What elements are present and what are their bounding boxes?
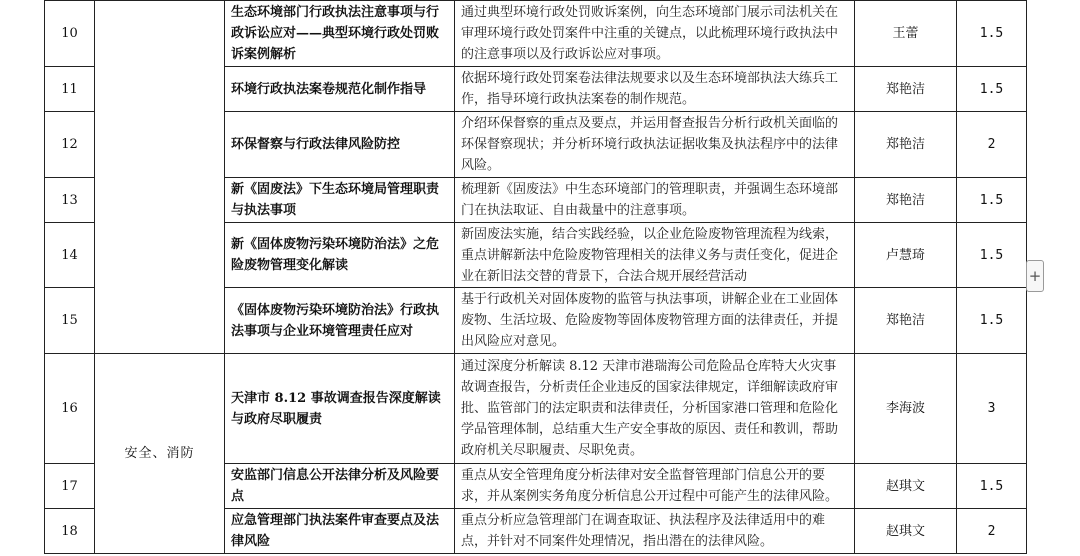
row-number: 12 [45,112,95,178]
course-title: 《固体废物污染环境防治法》行政执法事项与企业环境管理责任应对 [225,288,455,354]
hours: 1.5 [957,288,1027,354]
add-row-button[interactable] [1026,260,1044,292]
course-title: 天津市 8.12 事故调查报告深度解读与政府尽职履责 [225,354,455,464]
course-title: 安监部门信息公开法律分析及风险要点 [225,464,455,509]
hours: 1.5 [957,178,1027,223]
lecturer: 郑艳洁 [855,67,957,112]
lecturer: 赵琪文 [855,464,957,509]
course-description: 新固废法实施，结合实践经验，以企业危险废物管理流程为线索，重点讲解新法中危险废物管理相关的法律义务与责任变化，促进企业在新旧法交替的背景下，合法合规开展经营活动 [455,223,855,288]
plus-icon: + [1028,267,1042,285]
course-description: 依据环境行政处罚案卷法律法规要求以及生态环境部执法大练兵工作，指导环境行政执法案卷的制作规范。 [455,67,855,112]
lecturer: 郑艳洁 [855,178,957,223]
lecturer: 赵琪文 [855,509,957,554]
course-table [44,0,1027,554]
course-title: 应急管理部门执法案件审查要点及法律风险 [225,509,455,554]
category-cell-empty [95,1,225,354]
course-title: 环境行政执法案卷规范化制作指导 [225,67,455,112]
course-description: 基于行政机关对固体废物的监管与执法事项，讲解企业在工业固体废物、生活垃圾、危险废物等固体废物管理方面的法律责任，并提出风险应对意见。 [455,288,855,354]
course-description: 介绍环保督察的重点及要点，并运用督查报告分析行政机关面临的环保督察现状；并分析环境行政执法证据收集及执法程序中的法律风险。 [455,112,855,178]
course-title: 新《固体废物污染环境防治法》之危险废物管理变化解读 [225,223,455,288]
table-row [45,1,1027,67]
hours: 1.5 [957,1,1027,67]
category-label: 安全、消防 [95,354,225,554]
course-description: 通过典型环境行政处罚败诉案例，向生态环境部门展示司法机关在审理环境行政处罚案件中注重的关键点，以此梳理环境行政执法中的注意事项以及行政诉讼应对事项。 [455,1,855,67]
lecturer: 卢慧琦 [855,223,957,288]
row-number: 13 [45,178,95,223]
hours: 2 [957,509,1027,554]
hours: 3 [957,354,1027,464]
lecturer: 郑艳洁 [855,288,957,354]
course-description: 重点分析应急管理部门在调查取证、执法程序及法律适用中的难点，并针对不同案件处理情况，指出潜在的法律风险。 [455,509,855,554]
row-number: 15 [45,288,95,354]
hours: 1.5 [957,464,1027,509]
row-number: 16 [45,354,95,464]
table-row [45,354,1027,464]
hours: 2 [957,112,1027,178]
course-title: 新《固废法》下生态环境局管理职责与执法事项 [225,178,455,223]
row-number: 14 [45,223,95,288]
course-description: 梳理新《固废法》中生态环境部门的管理职责，并强调生态环境部门在执法取证、自由裁量中的注意事项。 [455,178,855,223]
course-description: 通过深度分析解读 8.12 天津市港瑞海公司危险品仓库特大火灾事故调查报告，分析责任企业违反的国家法律规定，详细解读政府审批、监管部门的法定职责和法律责任，分析国家港口管理和危险化学品管理体制，总结重大生产安全事故的原因、责任和教训，帮助政府机关尽职履责、尽职免责。 [455,354,855,464]
lecturer: 李海波 [855,354,957,464]
hours: 1.5 [957,223,1027,288]
hours: 1.5 [957,67,1027,112]
course-title: 环保督察与行政法律风险防控 [225,112,455,178]
lecturer: 王蕾 [855,1,957,67]
row-number: 11 [45,67,95,112]
row-number: 17 [45,464,95,509]
course-title: 生态环境部门行政执法注意事项与行政诉讼应对——典型环境行政处罚败诉案例解析 [225,1,455,67]
row-number: 18 [45,509,95,554]
lecturer: 郑艳洁 [855,112,957,178]
course-description: 重点从安全管理角度分析法律对安全监督管理部门信息公开的要求，并从案例实务角度分析信息公开过程中可能产生的法律风险。 [455,464,855,509]
row-number: 10 [45,1,95,67]
